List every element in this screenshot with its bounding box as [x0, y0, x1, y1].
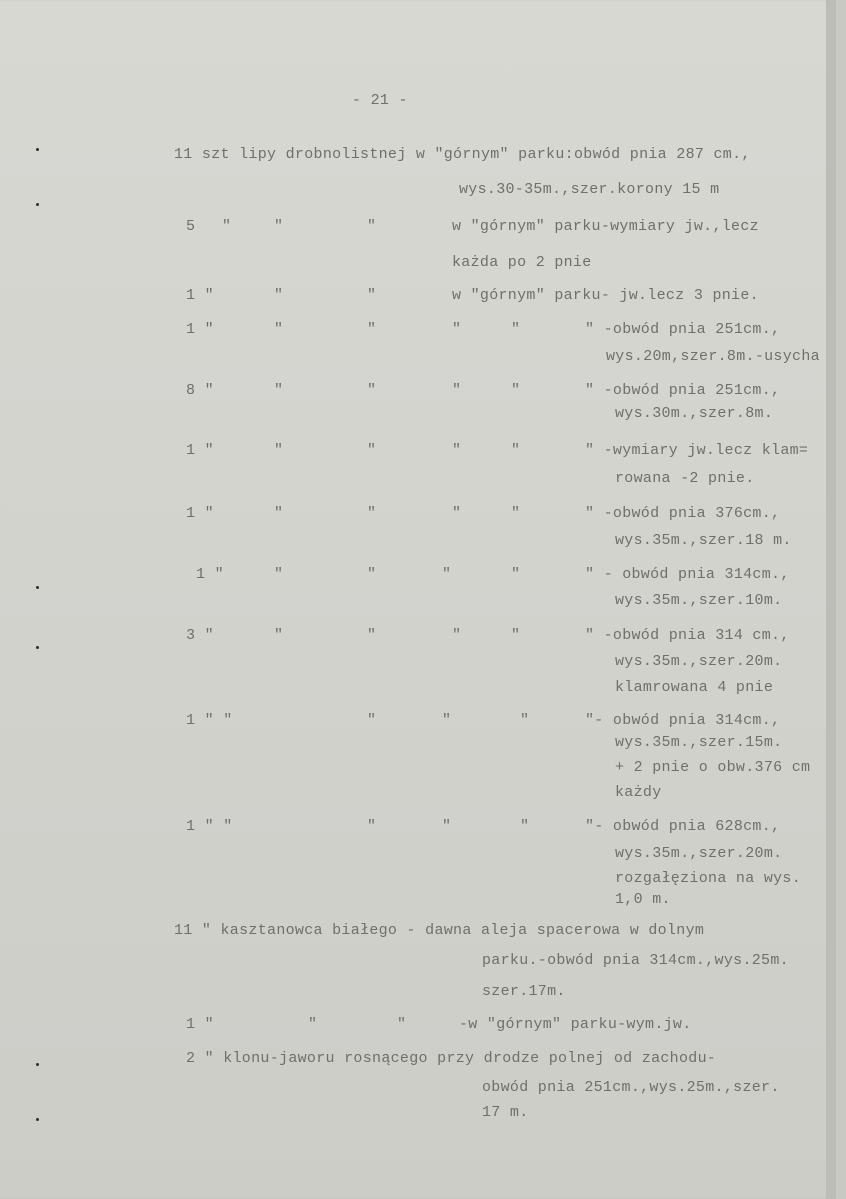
text-line: " [274, 218, 284, 235]
binder-hole-mark [36, 1118, 39, 1121]
text-line: klamrowana 4 pnie [615, 679, 774, 696]
text-line: " [442, 818, 452, 835]
text-line: rowana -2 pnie. [615, 470, 755, 487]
text-line: " [222, 218, 232, 235]
text-line: obwód pnia 251cm.,wys.25m.,szer. [482, 1079, 780, 1096]
text-line: w "górnym" parku- jw.lecz 3 pnie. [452, 287, 759, 304]
text-line: wys.20m,szer.8m.-usycha [606, 348, 820, 365]
text-line: " [511, 627, 521, 644]
text-line: 5 [186, 218, 196, 235]
text-line: " [452, 321, 462, 338]
text-line: " [442, 566, 452, 583]
text-line: wys.35m.,szer.20m. [615, 845, 783, 862]
text-line: wys.35m.,szer.15m. [615, 734, 783, 751]
page-edge [826, 0, 836, 1199]
text-line: "- obwód pnia 628cm., [585, 818, 781, 835]
text-line: każda po 2 pnie [452, 254, 592, 271]
binder-hole-mark [36, 646, 39, 649]
text-line: wys.30m.,szer.8m. [615, 405, 774, 422]
text-line: " -wymiary jw.lecz klam= [585, 442, 809, 459]
text-line: " [274, 287, 284, 304]
text-line: 1,0 m. [615, 891, 671, 908]
text-line: 1 " " [186, 818, 233, 835]
binder-hole-mark [36, 1063, 39, 1066]
text-line: "- obwód pnia 314cm., [585, 712, 781, 729]
text-line: + 2 pnie o obw.376 cm [615, 759, 811, 776]
text-line: " [308, 1016, 318, 1033]
text-line: " [274, 321, 284, 338]
text-line: " [442, 712, 452, 729]
text-line: " [367, 566, 377, 583]
text-line: " [452, 627, 462, 644]
text-line: " [511, 321, 521, 338]
text-line: " [274, 442, 284, 459]
text-line: " [520, 818, 530, 835]
text-line: " [452, 442, 462, 459]
text-line: " [367, 321, 377, 338]
text-line: " [452, 505, 462, 522]
text-line: " -obwód pnia 251cm., [585, 382, 781, 399]
text-line: " [367, 818, 377, 835]
text-line: " [367, 627, 377, 644]
text-line: " [367, 287, 377, 304]
text-line: w "górnym" parku-wymiary jw.,lecz [452, 218, 759, 235]
text-line: 1 " [186, 505, 214, 522]
text-line: " [367, 382, 377, 399]
text-line: 1 " [186, 442, 214, 459]
text-line: " [367, 505, 377, 522]
text-line: 3 " [186, 627, 214, 644]
text-line: rozgałęziona na wys. [615, 870, 802, 887]
text-line: " [511, 442, 521, 459]
text-line: 11 szt lipy drobnolistnej w "górnym" parku:obwód pnia 287 cm., [174, 146, 751, 163]
text-line: wys.35m.,szer.20m. [615, 653, 783, 670]
text-line: " [367, 712, 377, 729]
text-line: 1 " [186, 1016, 214, 1033]
text-line: " [452, 382, 462, 399]
binder-hole-mark [36, 148, 39, 151]
text-line: " [274, 382, 284, 399]
text-line: 1 " " [186, 712, 233, 729]
text-line: 1 " [196, 566, 224, 583]
text-line: " [520, 712, 530, 729]
text-line: " [511, 566, 521, 583]
text-line: " [274, 505, 284, 522]
text-line: 1 " [186, 321, 214, 338]
text-line: " -obwód pnia 314 cm., [585, 627, 790, 644]
text-line: " [367, 442, 377, 459]
text-line: szer.17m. [482, 983, 566, 1000]
text-line: wys.35m.,szer.10m. [615, 592, 783, 609]
text-line: 17 m. [482, 1104, 529, 1121]
text-line: " - obwód pnia 314cm., [585, 566, 790, 583]
text-line: " [511, 505, 521, 522]
text-line: wys.30-35m.,szer.korony 15 m [459, 181, 720, 198]
text-line: -w "górnym" parku-wym.jw. [459, 1016, 692, 1033]
text-line: " -obwód pnia 251cm., [585, 321, 781, 338]
text-line: " [274, 566, 284, 583]
text-line: " [397, 1016, 407, 1033]
text-line: parku.-obwód pnia 314cm.,wys.25m. [482, 952, 789, 969]
text-line: 2 " klonu-jaworu rosnącego przy drodze polnej od zachodu- [186, 1050, 717, 1067]
page-number: - 21 - [352, 92, 408, 109]
text-line: wys.35m.,szer.18 m. [615, 532, 792, 549]
binder-hole-mark [36, 203, 39, 206]
text-line: 1 " [186, 287, 214, 304]
text-line: " -obwód pnia 376cm., [585, 505, 781, 522]
text-line: " [367, 218, 377, 235]
text-line: 11 " kasztanowca białego - dawna aleja spacerowa w dolnym [174, 922, 705, 939]
text-line: każdy [615, 784, 662, 801]
text-line: " [511, 382, 521, 399]
text-line: 8 " [186, 382, 214, 399]
binder-hole-mark [36, 586, 39, 589]
text-line: " [274, 627, 284, 644]
